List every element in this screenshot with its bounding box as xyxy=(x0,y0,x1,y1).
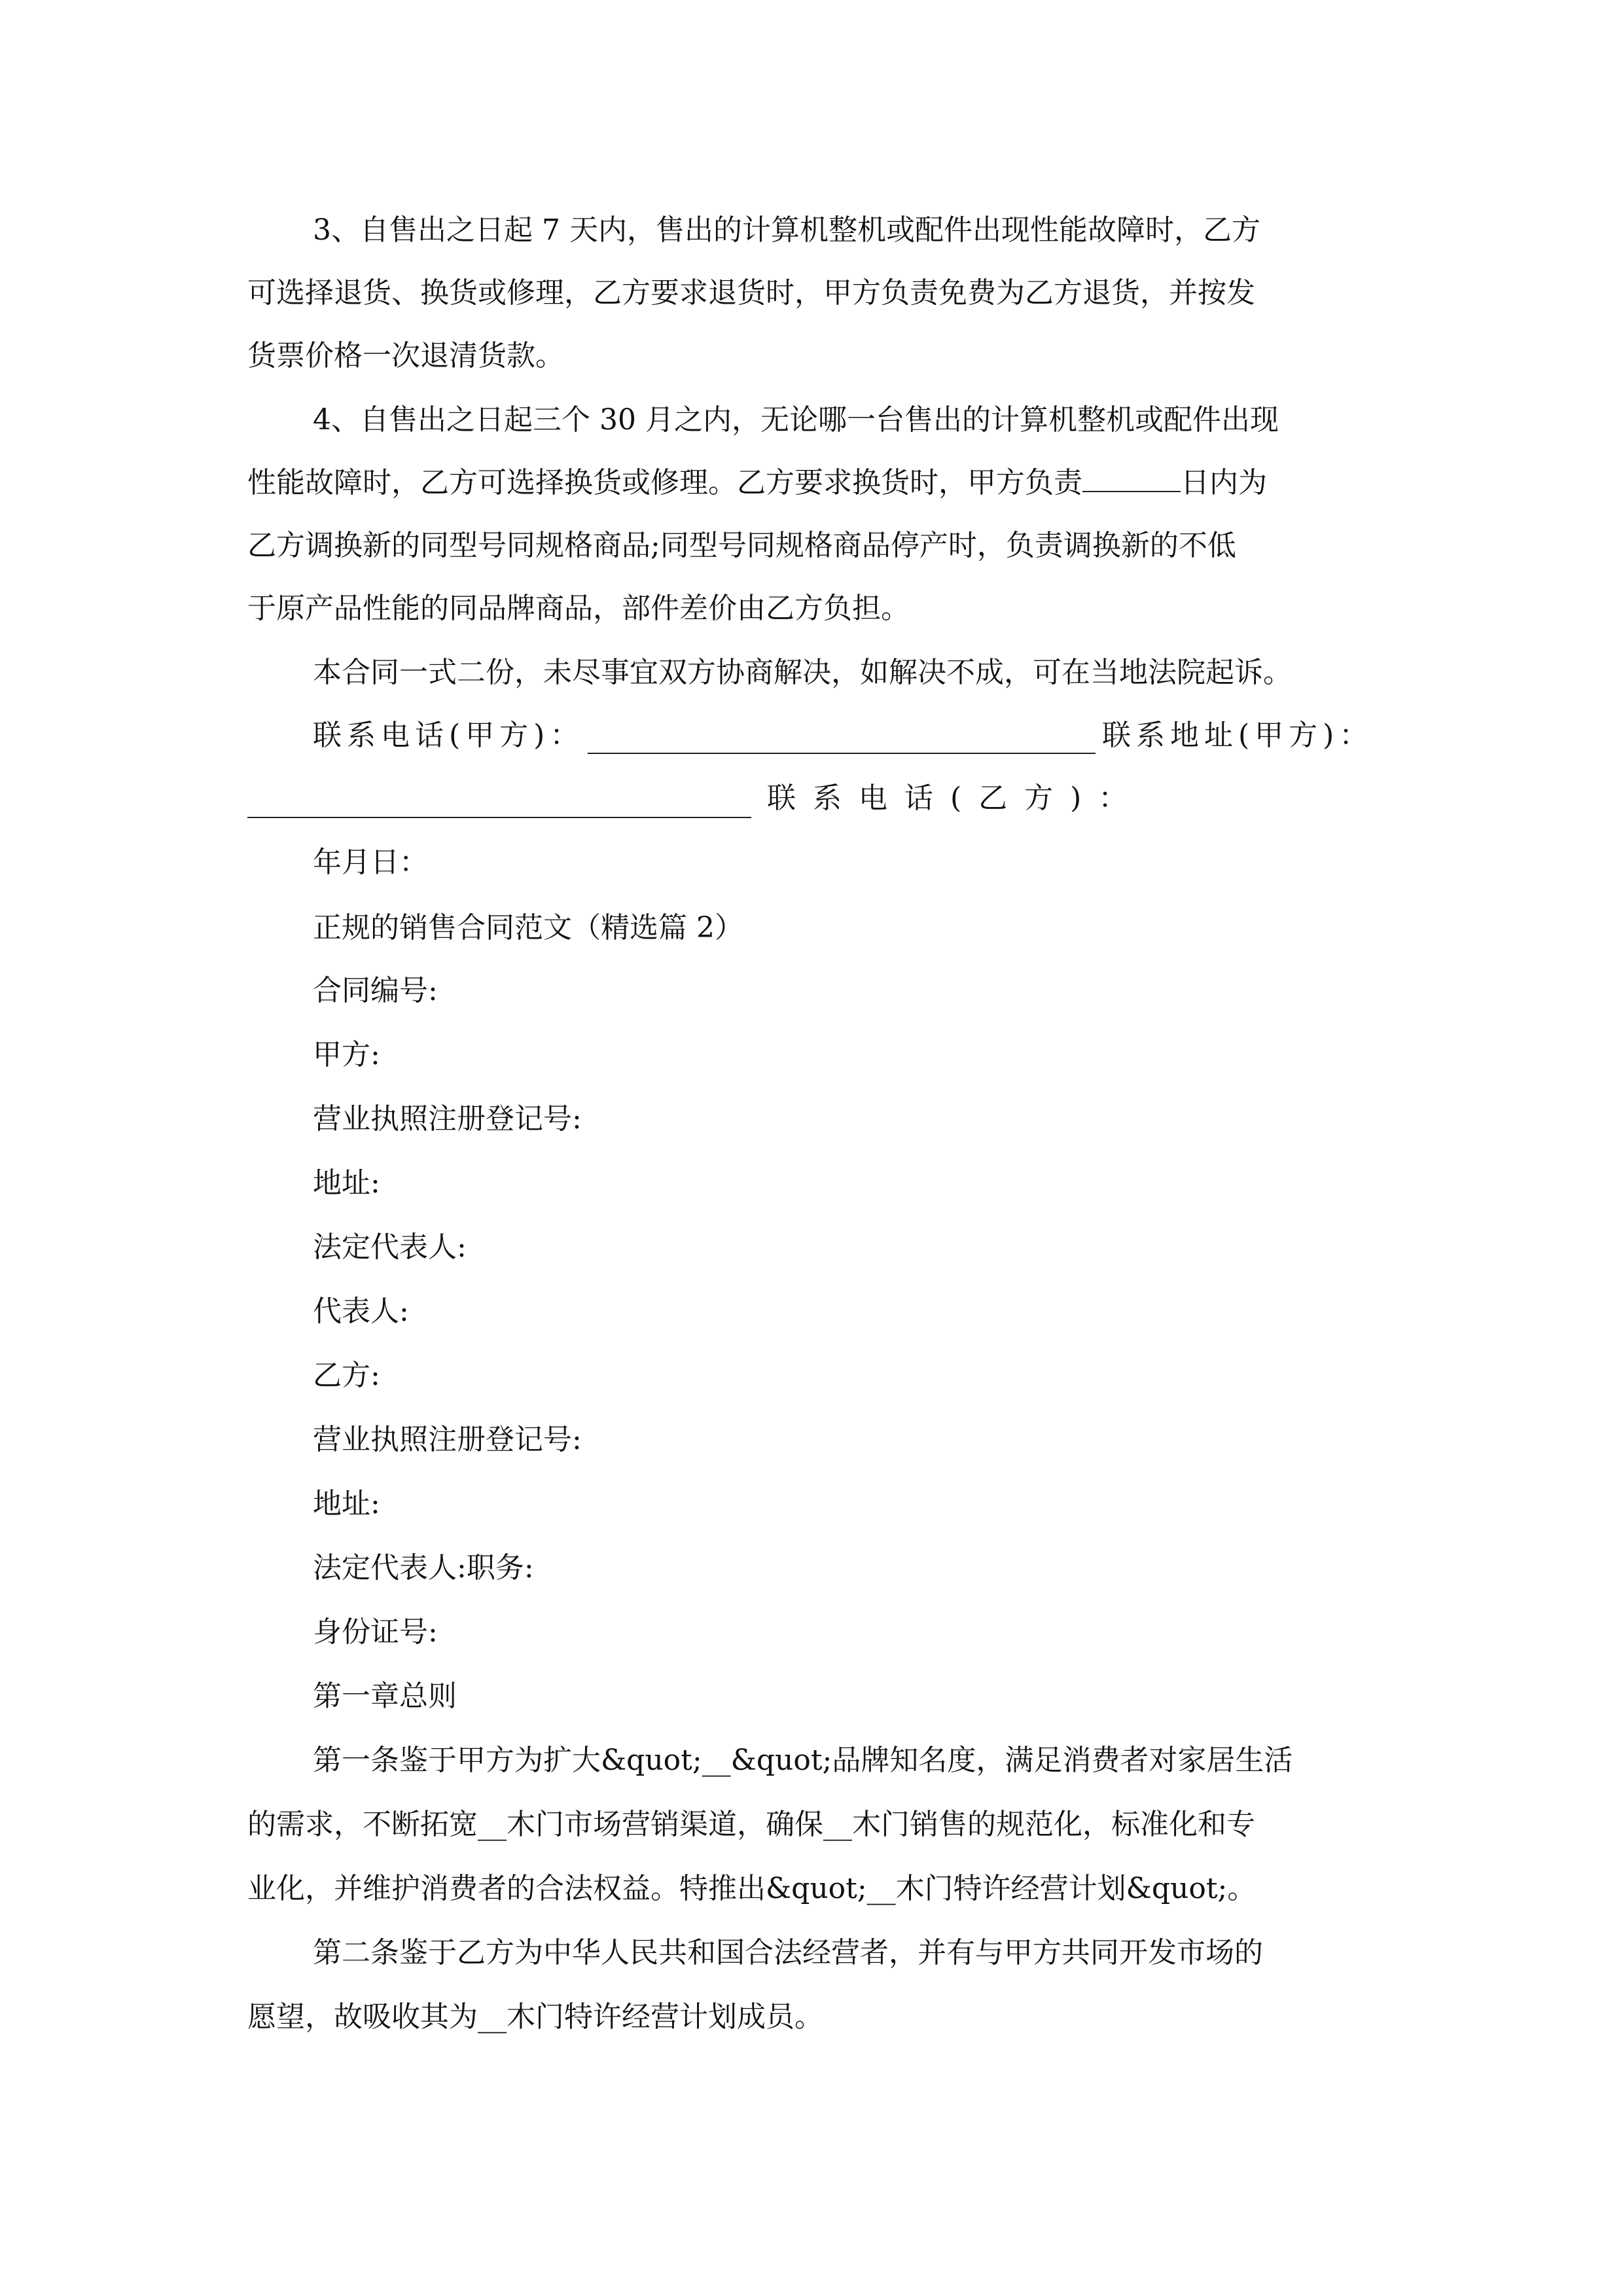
days-blank xyxy=(1082,465,1181,492)
item3-line3: 货票价格一次退清货款。 xyxy=(247,339,564,372)
item4-line2 xyxy=(247,463,1267,503)
item3-line1: 3、自售出之日起 7 天内，售出的计算机整机或配件出现性能故障时，乙方 xyxy=(313,213,1260,247)
field-representative: 代表人: xyxy=(313,1295,409,1328)
contact-address-a-blank xyxy=(247,817,751,818)
contact-phone-b-label: 联系电话(乙方)： xyxy=(767,781,1145,815)
item4-line2-text: 性能故障时，乙方可选择换货或修理。乙方要求换货时，甲方负责 xyxy=(247,466,1082,499)
field-legal-rep-b: 法定代表人:职务: xyxy=(313,1551,534,1585)
date-line: 年月日： xyxy=(313,846,428,879)
item4-line1: 4、自售出之日起三个 30 月之内，无论哪一台售出的计算机整机或配件出现 xyxy=(313,403,1279,437)
contact-phone-a-blank xyxy=(588,753,1096,754)
field-party-b: 乙方: xyxy=(313,1359,380,1392)
item4-line3: 乙方调换新的同型号同规格商品;同型号同规格商品停产时，负责调换新的不低 xyxy=(247,529,1236,562)
field-address-a: 地址: xyxy=(313,1166,380,1200)
article1-line3: 业化，并维护消费者的合法权益。特推出&quot;__木门特许经营计划&quot;。 xyxy=(247,1872,1257,1905)
field-license-a: 营业执照注册登记号: xyxy=(313,1102,582,1136)
article2-line1: 第二条鉴于乙方为中华人民共和国合法经营者，并有与甲方共同开发市场的 xyxy=(313,1936,1263,1969)
section-title: 正规的销售合同范文（精选篇 2） xyxy=(313,911,743,944)
chapter-title: 第一章总则 xyxy=(313,1679,457,1713)
field-address-b: 地址: xyxy=(313,1487,380,1520)
field-license-b: 营业执照注册登记号: xyxy=(313,1423,582,1456)
field-id-number: 身份证号: xyxy=(313,1615,438,1649)
field-legal-rep-a: 法定代表人: xyxy=(313,1230,467,1264)
item4-line4: 于原产品性能的同品牌商品，部件差价由乙方负担。 xyxy=(247,592,910,625)
copies-clause: 本合同一式二份，未尽事宜双方协商解决，如解决不成，可在当地法院起诉。 xyxy=(313,656,1292,689)
field-contract-number: 合同编号: xyxy=(313,974,438,1007)
article1-line1: 第一条鉴于甲方为扩大&quot;__&quot;品牌知名度，满足消费者对家居生活 xyxy=(313,1744,1293,1777)
item4-line2-suffix: 日内为 xyxy=(1181,466,1267,499)
article1-line2: 的需求，不断拓宽__木门市场营销渠道，确保__木门销售的规范化，标准化和专 xyxy=(247,1808,1255,1841)
contact-address-a-label: 联系地址(甲方)： xyxy=(1102,719,1374,752)
article2-line2: 愿望，故吸收其为__木门特许经营计划成员。 xyxy=(247,2000,823,2034)
field-party-a: 甲方: xyxy=(313,1038,380,1071)
item3-line2: 可选择退货、换货或修理，乙方要求退货时，甲方负责免费为乙方退货，并按发 xyxy=(247,276,1255,310)
contact-phone-a-label: 联系电话(甲方)： xyxy=(313,719,584,752)
